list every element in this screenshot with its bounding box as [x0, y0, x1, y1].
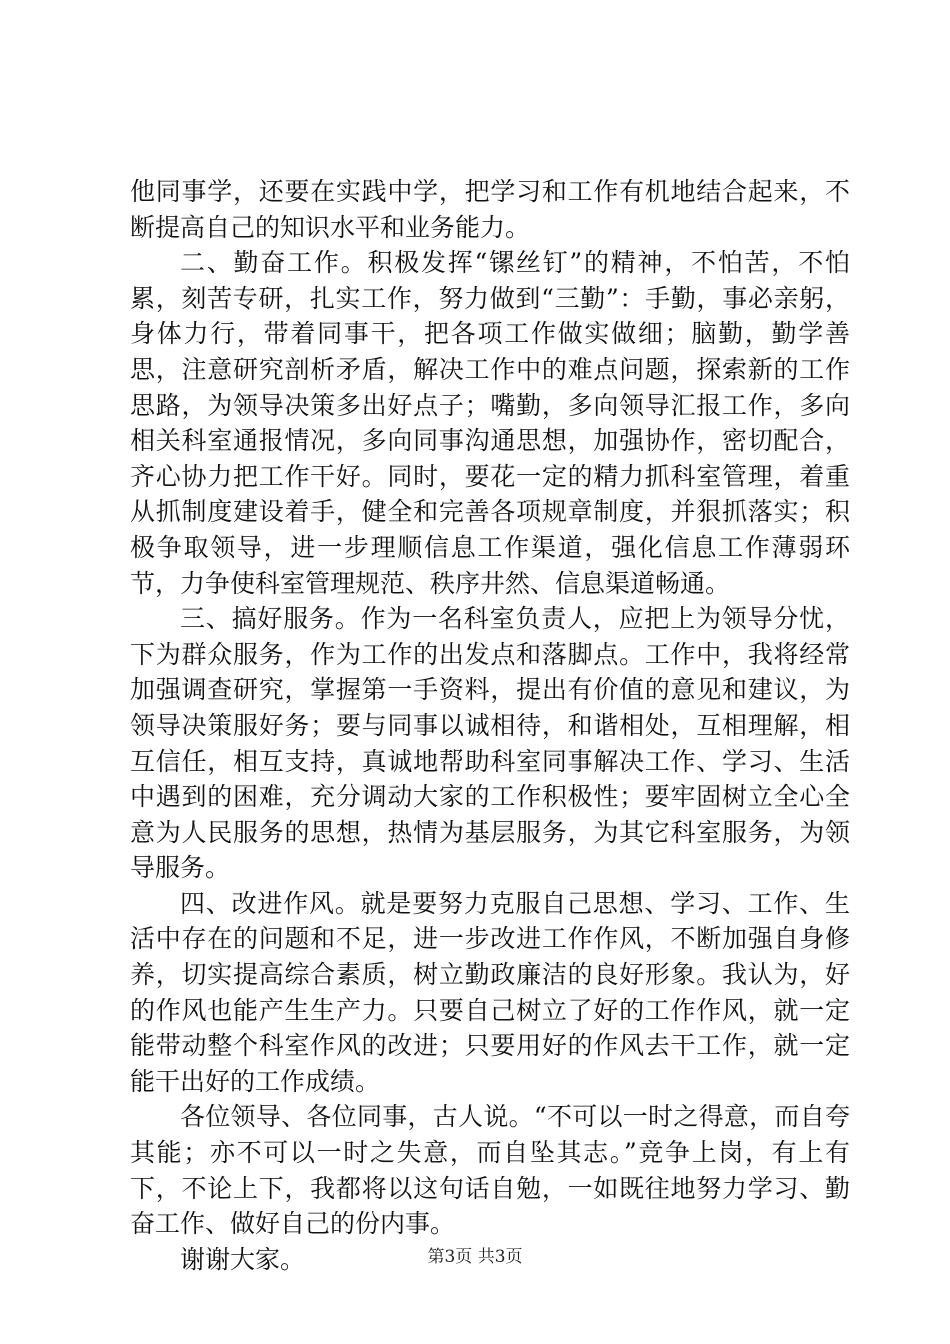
paragraph-closing: 各位领导、各位同事，古人说。“不可以一时之得意，而自夸其能；亦不可以一时之失意，而自坠其志。”竞争上岗，有上有下，不论上下，我都将以这句话自勉，一如既往地努力学习、勤奋工作、做好自己的份内事。 — [130, 1102, 850, 1239]
page-footer: 第3页 共3页 — [427, 1247, 523, 1267]
paragraph-thanks: 谢谢大家。 — [180, 1244, 306, 1274]
paragraph-good-service: 三、搞好服务。作为一名科室负责人，应把上为领导分忧，下为群众服务，作为工作的出发点和落脚点。工作中，我将经常加强调查研究，掌握第一手资料，提出有价值的意见和建议，为领导决策服好务；要与同事以诚相待，和谐相处，互相理解，相互信任，相互支持，真诚地帮助科室同事解决工作、学习、生活中遇到的困难，充分调动大家的工作积极性；要牢固树立全心全意为人民服务的思想，热情为基层服务，为其它科室服务，为领导服务。 — [130, 604, 850, 883]
document-body — [130, 174, 850, 1277]
paragraph-improve-style: 四、改进作风。就是要努力克服自己思想、学习、工作、生活中存在的问题和不足，进一步改进工作作风，不断加强自身修养，切实提高综合素质，树立勤政廉洁的良好形象。我认为，好的作风也能产生生产力。只要自己树立了好的工作作风，就一定能带动整个科室作风的改进；只要用好的作风去干工作，就一定能干出好的工作成绩。 — [130, 888, 850, 1096]
paragraph-continuation: 他同事学，还要在实践中学，把学习和工作有机地结合起来，不断提高自己的知识水平和业务能力。 — [130, 177, 850, 242]
paragraph-diligent-work: 二、勤奋工作。积极发挥“镙丝钉”的精神，不怕苦，不怕累，刻苦专研，扎实工作，努力做到“三勤”：手勤，事必亲躬，身体力行，带着同事干，把各项工作做实做细；脑勤，勤学善思，注意研究剖析矛盾，解决工作中的难点问题，探索新的工作思路，为领导决策多出好点子；嘴勤，多向领导汇报工作，多向相关科室通报情况，多向同事沟通思想，加强协作，密切配合，齐心协力把工作干好。同时，要花一定的精力抓科室管理，着重从抓制度建设着手，健全和完善各项规章制度，并狠抓落实；积极争取领导，进一步理顺信息工作渠道，强化信息工作薄弱环节，力争使科室管理规范、秩序井然、信息渠道畅通。 — [130, 248, 850, 598]
